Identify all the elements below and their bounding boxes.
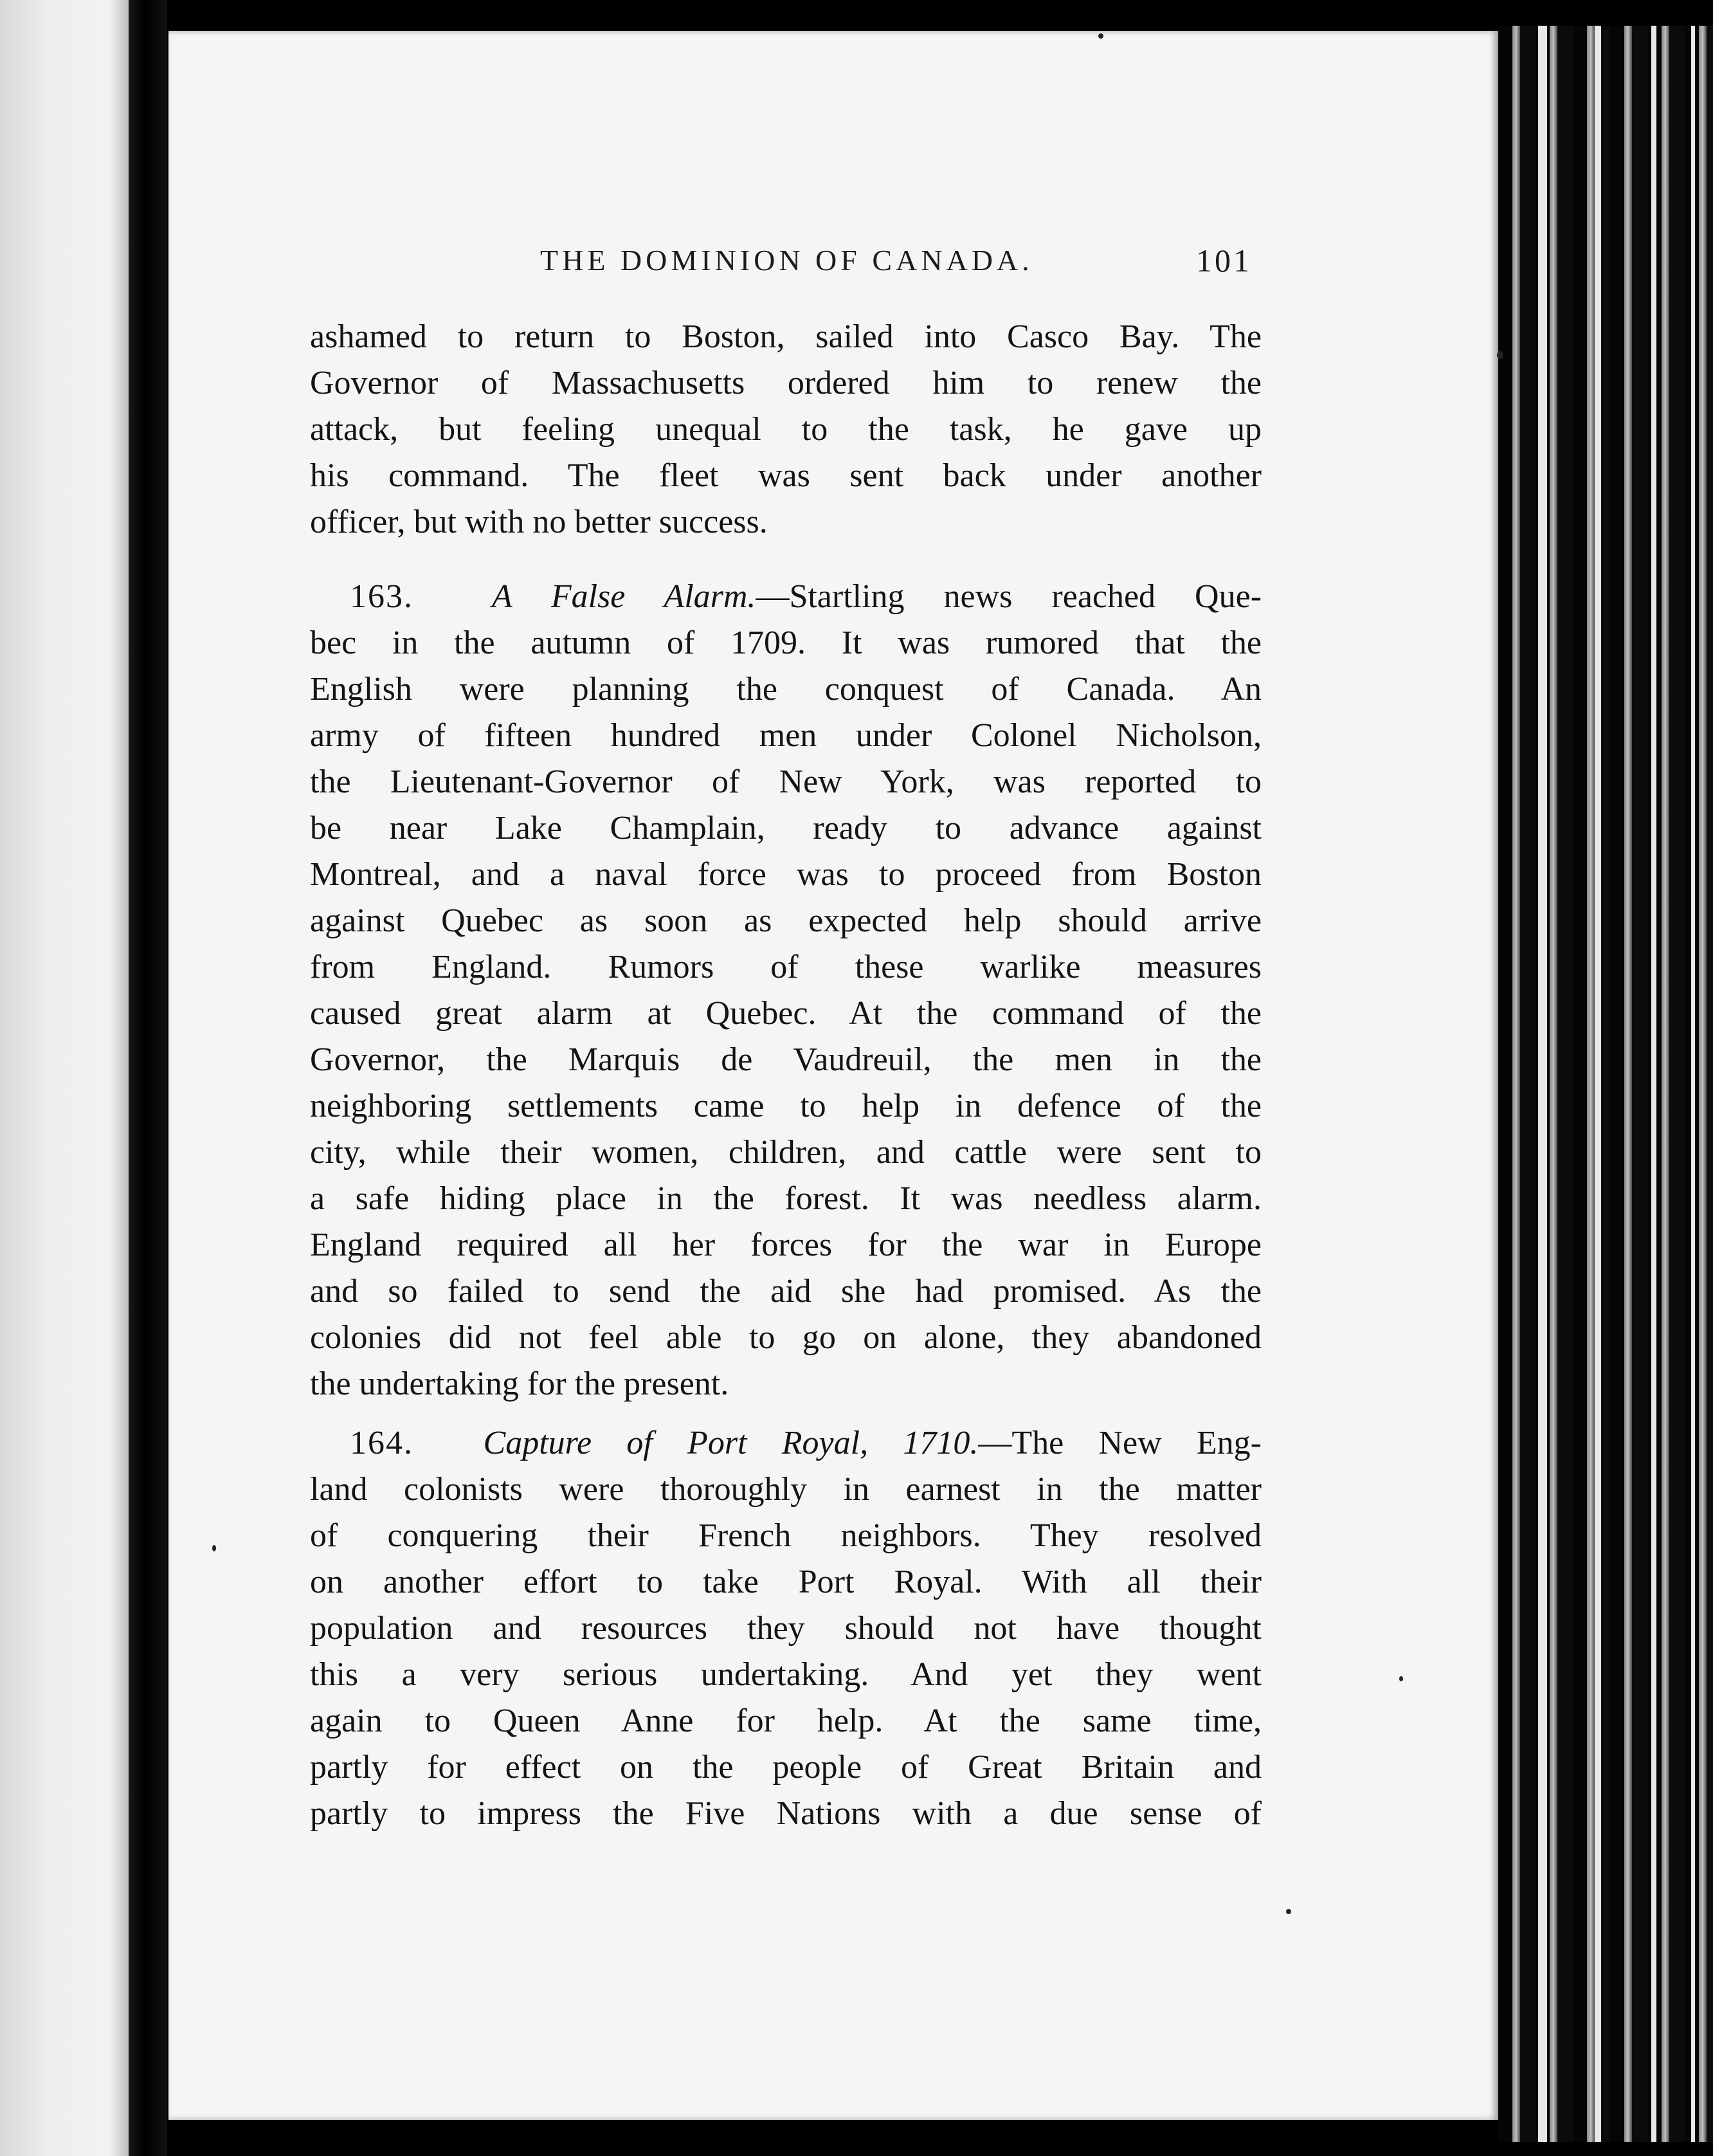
text-line: officer, but with no better success. bbox=[310, 504, 768, 540]
running-head-title: THE DOMINION OF CANADA. bbox=[540, 244, 1033, 277]
text-line: Montreal, and a naval force was to proceed from Boston bbox=[310, 856, 1262, 893]
paragraph bbox=[310, 314, 1262, 545]
speck bbox=[1399, 1676, 1403, 1681]
text-line: his command. The fleet was sent back under another bbox=[310, 457, 1262, 494]
text-line: this a very serious undertaking. And yet they went bbox=[310, 1656, 1262, 1693]
section-lead-text: —Startling news reached Que- bbox=[756, 578, 1262, 615]
section-lead-line bbox=[310, 1420, 1262, 1466]
text-line: the Lieutenant-Governor of New York, was reported to bbox=[310, 763, 1262, 800]
section-lead-line bbox=[310, 574, 1262, 620]
page-number: 101 bbox=[1196, 242, 1252, 279]
text-line: army of fifteen hundred men under Colonel Nicholson, bbox=[310, 717, 1262, 754]
text-line: Governor, the Marquis de Vaudreuil, the men in the bbox=[310, 1041, 1262, 1078]
text-line: city, while their women, children, and cattle were sent to bbox=[310, 1134, 1262, 1171]
speck bbox=[1286, 1909, 1291, 1914]
paragraph-163 bbox=[310, 574, 1262, 1407]
speck bbox=[1497, 351, 1503, 359]
facing-page-edge bbox=[0, 0, 129, 2156]
page-edges-stack bbox=[1498, 26, 1713, 2142]
speck bbox=[212, 1545, 216, 1551]
text-line: England required all her forces for the war in Europe bbox=[310, 1227, 1262, 1263]
section-heading: Capture of Port Royal, 1710. bbox=[483, 1425, 979, 1461]
text-line: neighboring settlements came to help in defence of the bbox=[310, 1088, 1262, 1124]
text-line: ashamed to return to Boston, sailed into Casco Bay. The bbox=[310, 318, 1262, 355]
text-line: partly to impress the Five Nations with a due sense of bbox=[310, 1795, 1262, 1832]
body-text bbox=[310, 314, 1262, 1837]
text-line: Governor of Massachusetts ordered him to renew the bbox=[310, 365, 1262, 401]
speck bbox=[1098, 33, 1103, 39]
text-line: population and resources they should not have thought bbox=[310, 1610, 1262, 1647]
text-line: partly for effect on the people of Great Britain and bbox=[310, 1749, 1262, 1786]
book-gutter bbox=[129, 0, 167, 2156]
text-line: a safe hiding place in the forest. It was needless alarm. bbox=[310, 1180, 1262, 1217]
text-line: bec in the autumn of 1709. It was rumored that the bbox=[310, 625, 1262, 661]
text-line: again to Queen Anne for help. At the same time, bbox=[310, 1703, 1262, 1739]
text-line: of conquering their French neighbors. They resolved bbox=[310, 1517, 1262, 1554]
section-number: 164. bbox=[350, 1425, 413, 1461]
page-edge-strip bbox=[1538, 26, 1547, 2142]
text-line: and so failed to send the aid she had promised. As the bbox=[310, 1273, 1262, 1310]
text-line: caused great alarm at Quebec. At the command of the bbox=[310, 995, 1262, 1032]
section-number: 163. bbox=[350, 578, 413, 615]
text-line: colonies did not feel able to go on alone, they abandoned bbox=[310, 1319, 1262, 1356]
running-head bbox=[309, 238, 1260, 289]
paragraph-164 bbox=[310, 1420, 1262, 1837]
text-line: attack, but feeling unequal to the task, he gave up bbox=[310, 411, 1262, 448]
text-line: from England. Rumors of these warlike measures bbox=[310, 949, 1262, 985]
section-lead-text: —The New Eng- bbox=[978, 1425, 1262, 1461]
section-heading: A False Alarm. bbox=[492, 578, 756, 615]
text-line: the undertaking for the present. bbox=[310, 1366, 729, 1402]
text-line: English were planning the conquest of Canada. An bbox=[310, 671, 1262, 708]
page-edge-strip bbox=[1651, 26, 1656, 2142]
page-edge-strip bbox=[1691, 26, 1695, 2142]
text-line: against Quebec as soon as expected help should arrive bbox=[310, 902, 1262, 939]
text-line: land colonists were thoroughly in earnest in the matter bbox=[310, 1471, 1262, 1508]
page-edge-strip bbox=[1595, 26, 1601, 2142]
text-line: on another effort to take Port Royal. With all their bbox=[310, 1564, 1262, 1600]
text-line: be near Lake Champlain, ready to advance against bbox=[310, 810, 1262, 846]
